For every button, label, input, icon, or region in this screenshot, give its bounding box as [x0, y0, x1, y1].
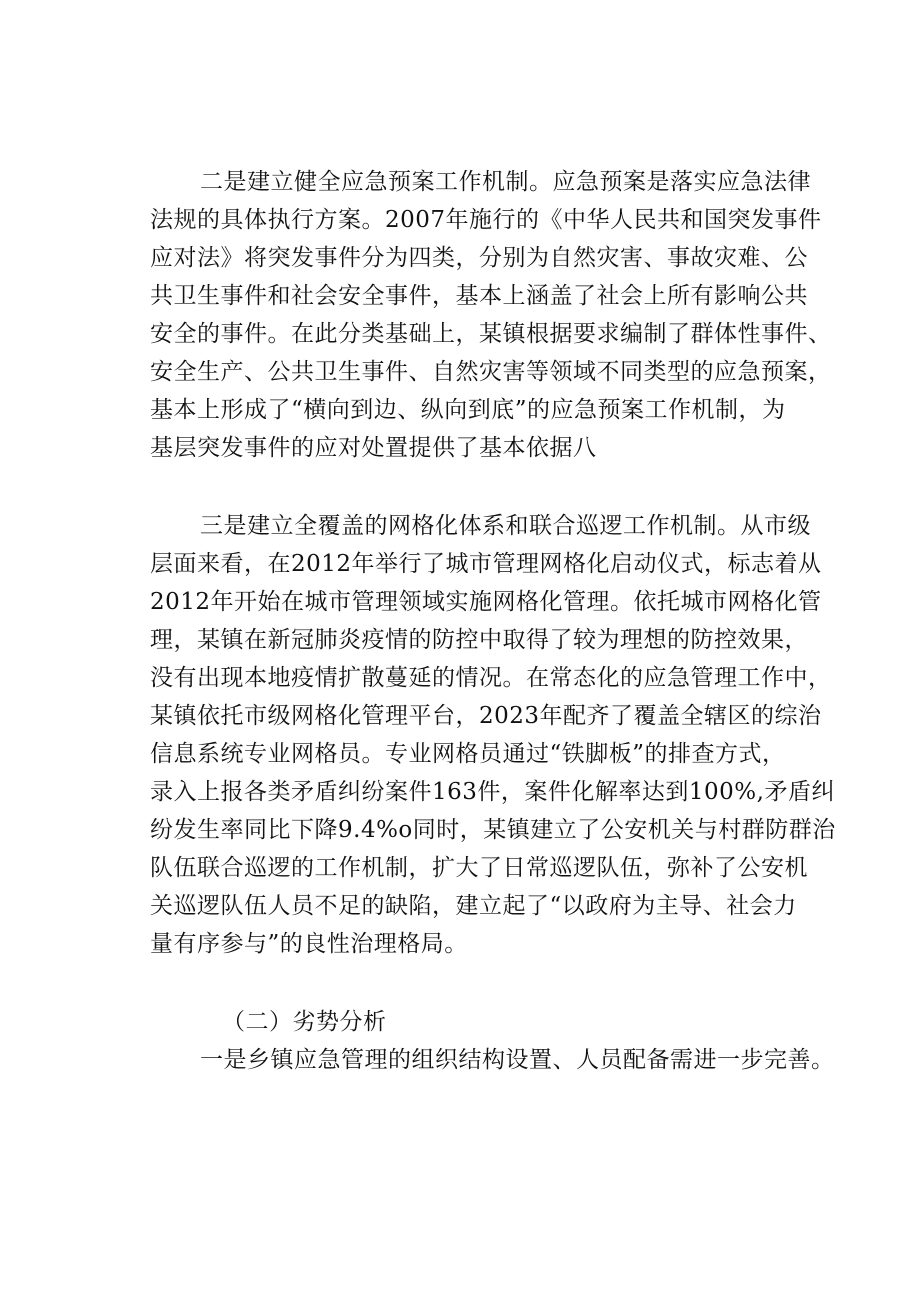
paragraph-3-line-1: 一是乡镇应急管理的组织结构设置、人员配备需进一步完善。 — [200, 1047, 835, 1073]
paragraph-2-line-2: 层面来看，在2012年举行了城市管理网格化启动仪式，标志着从 — [150, 551, 822, 577]
section-heading: （二）劣势分析 — [222, 1009, 387, 1035]
paragraph-1-line-5: 安全的事件。在此分类基础上，某镇根据要求编制了群体性事件、 — [150, 321, 832, 347]
paragraph-1-line-6: 安全生产、公共卫生事件、自然灾害等领域不同类型的应急预案， — [150, 359, 832, 385]
paragraph-2-line-1: 三是建立全覆盖的网格化体系和联合巡逻工作机制。从市级 — [200, 513, 811, 539]
paragraph-1-line-4: 共卫生事件和社会安全事件，基本上涵盖了社会上所有影响公共 — [150, 283, 808, 309]
paragraph-2-line-4: 理，某镇在新冠肺炎疫情的防控中取得了较为理想的防控效果， — [150, 627, 808, 653]
paragraph-2-line-8: 录入上报各类矛盾纠纷案件163件，案件化解率达到100%,矛盾纠 — [150, 779, 835, 805]
paragraph-1-line-7: 基本上形成了“横向到边、纵向到底”的应急预案工作机制，为 — [150, 397, 786, 423]
paragraph-1-line-1: 二是建立健全应急预案工作机制。应急预案是落实应急法律 — [200, 169, 811, 195]
paragraph-2-line-6: 某镇依托市级网格化管理平台，2023年配齐了覆盖全辖区的综治 — [150, 703, 822, 729]
paragraph-2-line-12: 量有序参与”的良性治理格局。 — [150, 931, 468, 957]
paragraph-1-line-8: 基层突发事件的应对处置提供了基本依据八 — [150, 435, 597, 461]
paragraph-2-line-7: 信息系统专业网格员。专业网格员通过“铁脚板”的排查方式， — [150, 741, 786, 767]
paragraph-1-line-2: 法规的具体执行方案。2007年施行的《中华人民共和国突发事件 — [150, 207, 822, 233]
paragraph-2-line-3: 2012年开始在城市管理领域实施网格化管理。依托城市网格化管 — [150, 589, 822, 615]
paragraph-2-line-5: 没有出现本地疫情扩散蔓延的情况。在常态化的应急管理工作中， — [150, 665, 832, 691]
paragraph-2-line-11: 关巡逻队伍人员不足的缺陷，建立起了“以政府为主导、社会力 — [150, 893, 797, 919]
paragraph-2-line-9: 纷发生率同比下降9.4%o同时，某镇建立了公安机关与村群防群治 — [150, 817, 836, 843]
paragraph-2-line-10: 队伍联合巡逻的工作机制，扩大了日常巡逻队伍，弥补了公安机 — [150, 855, 808, 881]
paragraph-1-line-3: 应对法》将突发事件分为四类，分别为自然灾害、事故灾难、公 — [150, 245, 808, 271]
